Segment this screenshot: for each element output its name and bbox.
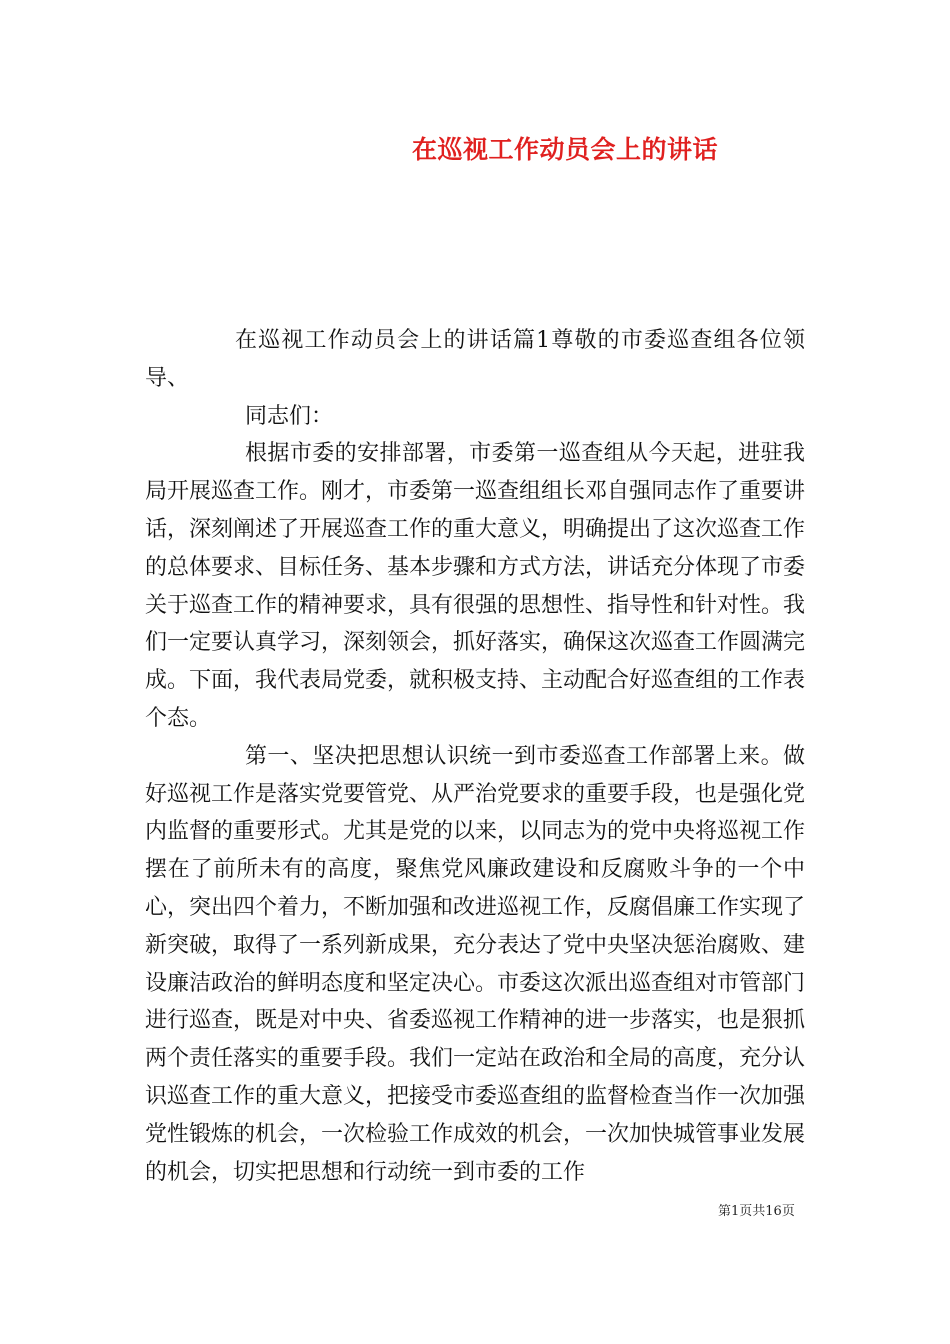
document-body	[145, 322, 805, 1191]
page-number-footer: 第1页共16页	[718, 1204, 795, 1219]
document-title: 在巡视工作动员会上的讲话	[412, 135, 719, 164]
intro-paragraph: 在巡视工作动员会上的讲话篇1尊敬的市委巡查组各位领导、	[145, 328, 805, 391]
greeting-paragraph: 同志们：	[245, 403, 334, 429]
body-paragraph-1: 根据市委的安排部署，市委第一巡查组从今天起，进驻我局开展巡查工作。刚才，市委第一巡查组组长邓自强同志作了重要讲话，深刻阐述了开展巡查工作的重大意义，明确提出了这次巡查工作的总体要求、目标任务、基本步骤和方式方法，讲话充分体现了市委关于巡查工作的精神要求，具有很强的思想性、指导性和针对性。我们一定要认真学习，深刻领会，抓好落实，确保这次巡查工作圆满完成。下面，我代表局党委，就积极支持、主动配合好巡查组的工作表个态。	[145, 441, 806, 731]
body-paragraph-2: 第一、坚决把思想认识统一到市委巡查工作部署上来。做好巡视工作是落实党要管党、从严治党要求的重要手段，也是强化党内监督的重要形式。尤其是党的以来，以同志为的党中央将巡视工作摆在了前所未有的高度，聚焦党风廉政建设和反腐败斗争的一个中心，突出四个着力，不断加强和改进巡视工作，反腐倡廉工作实现了新突破，取得了一系列新成果，充分表达了党中央坚决惩治腐败、建设廉洁政治的鲜明态度和坚定决心。市委这次派出巡查组对市管部门进行巡查，既是对中央、省委巡视工作精神的进一步落实，也是狠抓两个责任落实的重要手段。我们一定站在政治和全局的高度，充分认识巡查工作的重大意义，把接受市委巡查组的监督检查当作一次加强党性锻炼的机会，一次检验工作成效的机会，一次加快城管事业发展的机会，切实把思想和行动统一到市委的工作	[145, 743, 806, 1185]
